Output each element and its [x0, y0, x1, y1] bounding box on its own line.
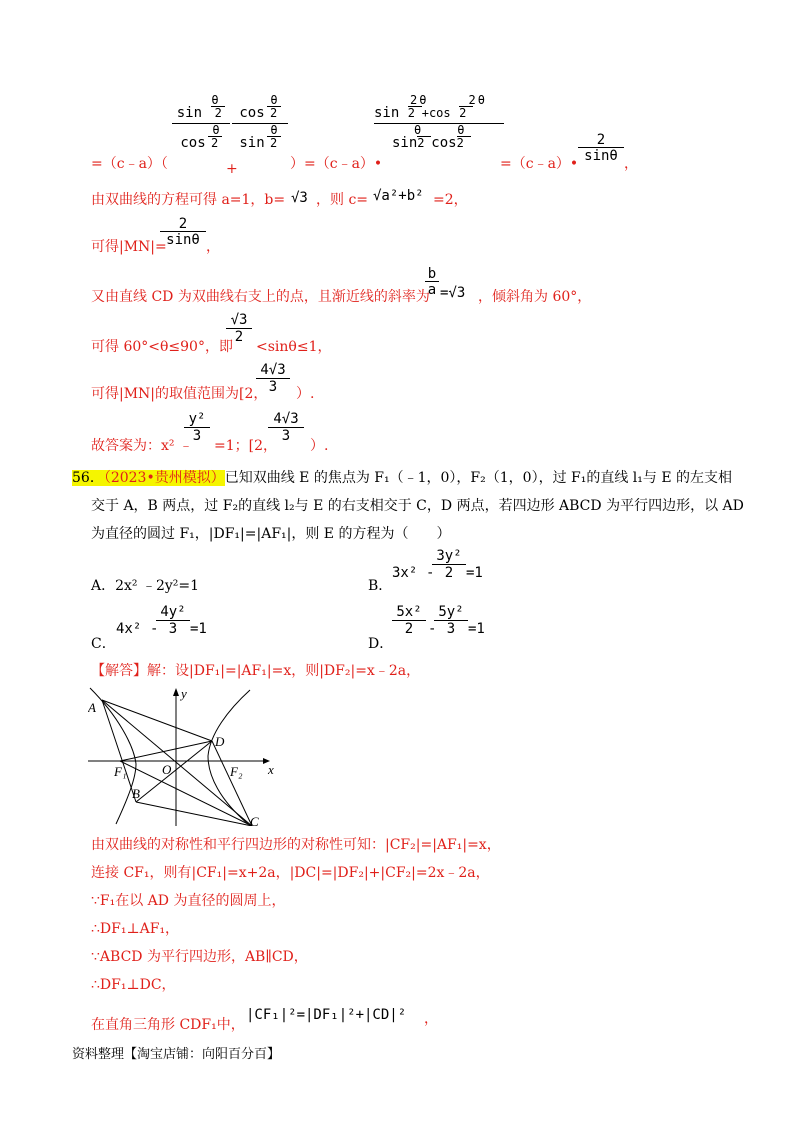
solution-step-2: 连接 CF₁，则有|CF₁|=x+2a，|DC|=|DF₂|+|CF₂|=2x﹣2a， — [91, 865, 490, 881]
label-a: A — [88, 700, 96, 715]
plus-sign: + — [226, 161, 238, 177]
fraction-4sqrt3-over-3: $\frac{4√3}{3}$ — [256, 362, 290, 395]
label-d: D — [215, 734, 225, 749]
sqrt3: √3 — [291, 190, 308, 206]
label-x: x — [268, 762, 274, 777]
fraction-sqrt3-over-2: $\frac{√3}{2}$ — [226, 312, 252, 345]
option-a[interactable]: A．2x² ﹣2y²=1 — [91, 578, 200, 594]
hyperbola-left-branch — [90, 688, 136, 824]
problem-text-1: 已知双曲线 E 的焦点为 F₁（﹣1，0），F₂（1，0），过 F₁的直线 l₁与 E 的左支相 — [224, 470, 733, 486]
option-b-fraction: $\frac{\text{3y²}}{2}$ — [432, 548, 466, 581]
label-y: y — [181, 686, 187, 701]
hyperbola-figure — [88, 686, 278, 826]
label-o: O — [162, 762, 172, 777]
fraction-4sqrt3-over-3-b: $\frac{4√3}{3}$ — [268, 411, 304, 444]
formula-tail: ， — [624, 156, 638, 172]
fraction-2-over-sin: $\frac{2}{\sin\theta}$ — [578, 133, 624, 164]
formula-lhs: =（c﹣a）（ — [91, 156, 168, 172]
hyperbola-right-branch — [208, 690, 250, 824]
line-dc — [212, 741, 252, 826]
problem-source: （2023•贵州模拟） — [103, 470, 225, 486]
fraction-mn: $\frac{2}{\sin\theta}$ — [160, 217, 206, 248]
solution-step-1: 由双曲线的对称性和平行四边形的对称性可知：|CF₂|=|AF₁|=x， — [91, 837, 501, 853]
option-d-label[interactable]: D． — [368, 636, 394, 652]
fraction-cos-over-sin: θ cos 2 θ sin 2 — [232, 94, 288, 150]
option-c-label[interactable]: C． — [91, 636, 116, 652]
fraction-y2-over-3: $\frac{\text{y²}}{3}$ — [184, 411, 210, 444]
option-d-fraction-2: $\frac{\text{5y²}}{3}$ — [434, 604, 468, 637]
line-bd — [136, 741, 212, 802]
solution-step-7-formula: |CF₁|²=|DF₁|²+|CD|² — [246, 1007, 407, 1023]
problem-number: 56． — [72, 470, 104, 486]
formula-mid2: =（c﹣a）• — [500, 156, 579, 172]
option-c-fraction: $\frac{\text{4y²}}{3}$ — [156, 604, 190, 637]
solution-step-7: 在直角三角形 CDF₁中， — [91, 1017, 245, 1033]
solution-step-3: ∵F₁在以 AD 为直径的圆周上， — [91, 893, 286, 909]
option-d-fraction-1: $\frac{\text{5x²}}{2}$ — [392, 604, 426, 637]
line-ad — [102, 700, 212, 741]
footer-text: 资料整理【淘宝店铺：向阳百分百】 — [72, 1047, 281, 1062]
fraction-sum-of-squares: 2 θ 2 θ sin 2 +cos 2 θ θ sin2 cos2 — [374, 94, 504, 150]
line-f1d — [120, 741, 212, 761]
label-b: B — [132, 786, 140, 801]
solution-step-5: ∵ABCD 为平行四边形，AB∥CD， — [91, 949, 308, 965]
line-ab — [102, 700, 136, 802]
option-b-label[interactable]: B． — [368, 578, 393, 594]
label-f1: F₁ — [114, 764, 127, 779]
line-bc — [136, 802, 252, 826]
solution-step-6: ∴DF₁⊥DC， — [91, 977, 176, 993]
fraction-sin-over-cos: θ sin 2 θ cos 2 — [172, 94, 230, 150]
sqrt-a2-b2: √a²+b² — [373, 188, 424, 204]
solution-step-4: ∴DF₁⊥AF₁， — [91, 921, 180, 937]
option-c-a: 4x² — [116, 621, 142, 637]
y-axis-arrow — [173, 688, 179, 696]
problem-text-3: 为直径的圆过 F₁，|DF₁|=|AF₁|，则 E 的方程为（ ） — [91, 526, 451, 542]
label-f2: F₂ — [230, 764, 243, 779]
problem-text-2: 交于 A，B 两点，过 F₂的直线 l₂与 E 的右支相交于 C，D 两点，若四边形 ABCD 为平行四边形，以 AD — [91, 498, 744, 514]
fraction-b-over-a: $\frac{b}{a}$ — [425, 267, 439, 298]
label-c: C — [250, 814, 259, 826]
formula-mid1: ）=（c﹣a）• — [290, 156, 383, 172]
solution-head: 【解答】解：设|DF₁|=|AF₁|=x，则|DF₂|=x﹣2a， — [91, 663, 421, 679]
option-b-a: 3x² — [392, 565, 418, 581]
